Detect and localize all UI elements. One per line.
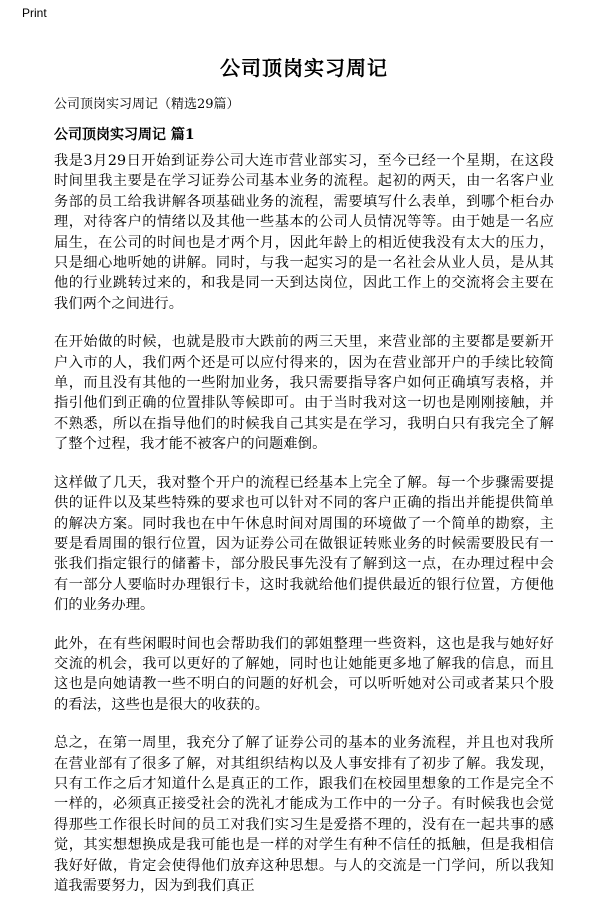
document-title: 公司顶岗实习周记 [220,56,388,80]
paragraph: 总之，在第一周里，我充分了解了证券公司的基本的业务流程，并且也对我所在营业部有了很多了解，对其组织结构以及人事安排有了初步了解。我发现，只有工作之后才知道什么是真正的工作，跟我们在校园里想象的工作是完全不一样的，必须真正接受社会的洗礼才能成为工作中的一分子。有时候我也会觉得那些工作很长时间的员工对我们实习生是爱搭不理的，没有在一起共事的感觉，其实想想换成是我可能也是一样的对学生有种不信任的抵触，但是我相信我好好做，肯定会使得他们放弃这种思想。与人的交流是一门学问，所以我知道我需要努力，因为到我们真正 [54,735,554,894]
paragraph: 这样做了几天，我对整个开户的流程已经基本上完全了解。每一个步骤需要提供的证件以及某些特殊的要求也可以针对不同的客户正确的指出并能提供简单的解决方案。同时我也在中午休息时间对周围的环境做了一个简单的勘察，主要是看周围的银行位置，因为证券公司在做银证转账业务的时候需要股民有一张我们指定银行的储蓄卡，部分股民事先没有了解到这一点，在办理过程中会有一部分人要临时办理银行卡，这时我就给他们提供最近的银行位置，方便他们的业务办理。 [54,474,554,614]
paragraph: 我是3月29日开始到证券公司大连市营业部实习，至今已经一个星期，在这段时间里我主要是在学习证券公司基本业务的流程。起初的两天，由一名客户业务部的员工给我讲解各项基础业务的流程，需要填写什么表单，到哪个柜台办理，对待客户的情绪以及其他一些基本的公司人员情况等等。由于她是一名应届生，在公司的时间也是才两个月，因此年龄上的相近使我没有太大的压力，只是细心地听她的讲解。同时，与我一起实习的是一名社会从业人员，是从其他的行业跳转过来的，和我是同一天到达岗位，因此工作上的交流将会主要在我们两个之间进行。 [54,153,554,312]
paragraph: 在开始做的时候，也就是股市大跌前的两三天里，来营业部的主要都是要新开户入市的人，我们两个还是可以应付得来的，因为在营业部开户的手续比较简单，而且没有其他的一些附加业务，我只需要指导客户如何正确填写表格，并指引他们到正确的位置排队等候即可。由于当时我对这一切也是刚刚接触，并不熟悉，所以在指导他们的时候我自己其实是在学习，我明白只有我完全了解了整个过程，我才能不被客户的问题难倒。 [54,334,554,453]
print-label[interactable]: Print [22,6,47,20]
document-body [54,151,554,914]
paragraph: 此外，在有些闲暇时间也会帮助我们的郭姐整理一些资料，这也是我与她好好交流的机会，我可以更好的了解她，同时也让她能更多地了解我的信息，而且这也是向她请教一些不明白的问题的好机会，可以听听她对公司或者某只个股的看法，这些也是很大的收获的。 [54,635,554,713]
section-heading: 公司顶岗实习周记 篇1 [54,127,195,143]
document-subtitle: 公司顶岗实习周记（精选29篇） [54,97,240,112]
